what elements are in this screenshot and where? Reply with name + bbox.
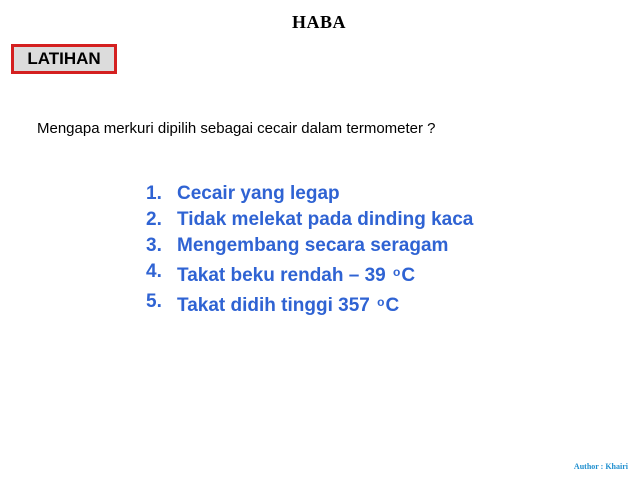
answer-item (146, 181, 473, 207)
degree-symbol: o (377, 295, 385, 309)
answer-item (146, 259, 473, 289)
temperature-unit: C (401, 265, 416, 286)
answer-text: Mengembang secara seragam (177, 235, 449, 256)
answer-number: 5. (146, 291, 162, 312)
answer-number: 1. (146, 183, 162, 204)
answer-item (146, 207, 473, 233)
answer-text (177, 289, 399, 319)
question-text: Mengapa merkuri dipilih sebagai cecair dalam termometer ? (37, 120, 436, 137)
answer-number: 2. (146, 209, 162, 230)
answer-item (146, 289, 473, 319)
answer-text: Cecair yang legap (177, 183, 340, 204)
section-badge (11, 44, 117, 74)
footer-author: Author : Khairi (573, 462, 628, 471)
answer-number: 3. (146, 235, 162, 256)
answer-text (177, 259, 415, 289)
answer-text-main: Takat didih tinggi 357 (177, 295, 376, 316)
answer-number: 4. (146, 261, 162, 282)
answer-list (146, 181, 473, 319)
temperature-unit: C (385, 295, 400, 316)
degree-symbol: o (393, 265, 401, 279)
slide-title: HABA (291, 12, 346, 32)
section-badge-label: LATIHAN (27, 49, 101, 68)
answer-item (146, 233, 473, 259)
answer-text: Tidak melekat pada dinding kaca (177, 209, 474, 230)
answer-text-main: Takat beku rendah – 39 (177, 265, 392, 286)
